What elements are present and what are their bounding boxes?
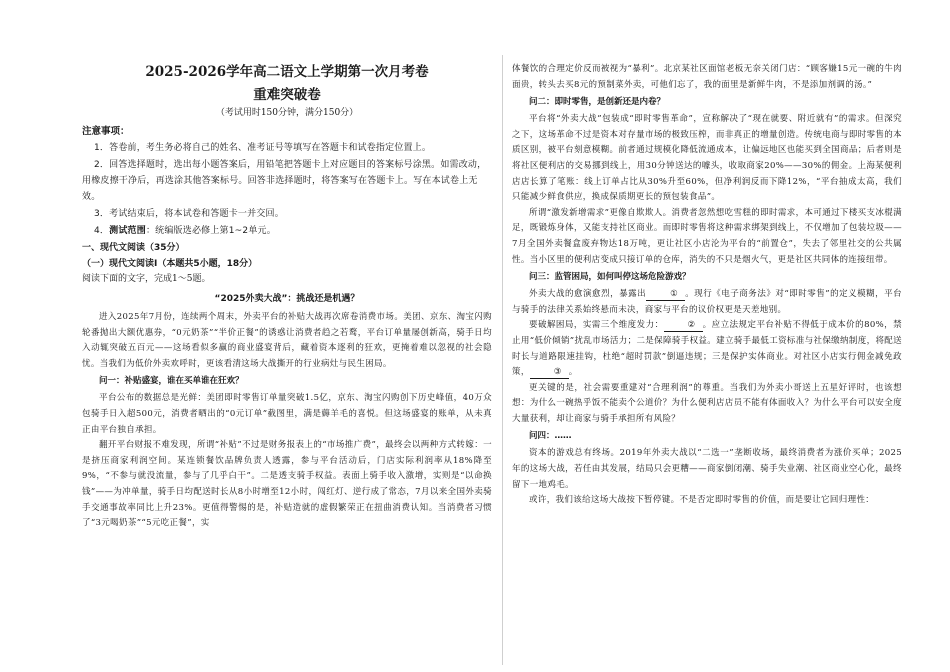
question-heading: 问二：即时零售，是创新还是内卷？ [529,97,666,108]
article-paragraph: 平台将“外卖大战”包装成“即时零售革命”，宣称解决了“现在就要、附近就有”的需求。但深究之下，这场革命不过是资本对存量市场的极致压榨，而非真正的增量创造。传统电商与即时零售的本质区别，被平台刻意模糊。前者通过规模化降低流通成本，让偏远地区也能买到全国商品；后者则是将社区便利店的交易挪到线上，用30分钟送达的噱头，收取商家20%——30%的佣金。上海某便利店店长算了笔账：线上订单占比从30%升至60%，但净利润反而下降12%，“平台抽成太高，我们只能减少鲜食供应，换成保质期更长的预包装食品”。 [512,114,902,203]
exam-subtitle: 重难突破卷 [253,87,321,103]
article-paragraph: 资本的游戏总有终场。2019年外卖大战以“二选一”垄断收场，最终消费者为涨价买单；2025年的这场大战，若任由其发展，结局只会更糟——商家倒闭潮、骑手失业潮、社区商业空心化，最终留下一地鸡毛。 [512,448,902,490]
section-heading: 一、现代文阅读（35分） [82,243,185,253]
article-paragraph: 进入2025年7月份，连续两个周末，外卖平台的补贴大战再次席卷消费市场。美团、京东、淘宝闪购轮番抛出大额优惠券，“0元奶茶”“半价正餐”的诱惑让消费者趋之若鹜，平台订单量屡创新高，骑手日均入动辄突破五百元——这场看似多赢的商业盛宴背后，藏着资本逐利的狂欢，更掩着难以忽视的社会隐忧。当我们为低价外卖欢呼时，更该看清这场大战撕开的行业病灶与民生困局。 [82,312,492,369]
notes-heading: 注意事项： [82,126,130,137]
text-run: 要破解困局，实需三个维度发力： [529,320,664,331]
note-item: 1．答卷前，考生务必将自己的姓名、准考证号等填写在答题卡和试卷指定位置上。 [94,143,432,153]
right-column [512,0,902,672]
article-paragraph: 所谓“激发新增需求”更像自欺欺人。消费者忽然想吃雪糕的即时需求，本可通过下楼买支冰棍满足，既锻炼身体，又能支持社区商业。而即时零售将这种需求绑架到线上，不仅增加了包装垃圾——7月全国外卖餐盒废弃物达18万吨，更让社区小店沦为平台的“前置仓”，失去了邻里社交的公共属性。当小区里的便利店变成只接订单的仓库，消失的不只是烟火气，更是社区共同体的连接纽带。 [512,207,902,265]
fill-blank-1[interactable]: ① [646,288,685,301]
question-heading: 问三：监管困局，如何叫停这场危险游戏？ [529,272,691,283]
note-item: 3．考试结束后，将本试卷和答题卡一并交回。 [94,209,284,219]
text-run: 。 [568,367,578,378]
note-item: 2．回答选择题时，选出每小题答案后，用铅笔把答题卡上对应题目的答案标号涂黑。如需改动，用橡皮擦干净后，再选涂其他答案标号。回答非选择题时，将答案写在答题卡上。写在本试卷上无效。 [82,160,487,202]
left-column [82,0,492,672]
article-paragraph: 或许，我们该给这场大战按下暂停键。不是否定即时零售的价值，而是要让它回归理性： [529,495,875,506]
scope-number: 4． [94,226,110,236]
column-divider [502,55,503,665]
question-heading: 问一：补贴盛宴，谁在买单谁在狂欢？ [99,376,244,387]
text-run: 。现行《电子商务法》对“即时零售”的定义模糊，平台与骑手的法律关系始终悬而未决，商家与平台的议价权更是天差地别。 [512,289,902,315]
article-paragraph [512,287,902,318]
article-paragraph: 体餐饮的合理定价反而被视为“暴利”。北京某社区面馆老板无奈关闭门店：“顾客嫌15元一碗的牛肉面贵，转头去买8元的预制菜外卖，可他们忘了，我的面里是新鲜牛肉，不是添加剂调的汤。” [512,64,902,90]
article-paragraph: 更关键的是，社会需要重建对“合理利润”的尊重。当我们为外卖小哥送上五星好评时，也该想想：为什么一碗热乎饭不能卖个公道价？为什么便利店店员不能有体面收入？为什么平台可以安全度大量获利，却让商家与骑手承担所有风险？ [512,382,902,424]
scope-text: ：统编版选必修上第1~2单元。 [145,226,276,236]
reading-instruction: 阅读下面的文字，完成1～5题。 [82,274,211,284]
article-paragraph: 平台公布的数据总是光鲜：美团即时零售订单量突破1.5亿，京东、淘宝闪购创下历史峰值，40万众包骑手日入超500元，消费者晒出的“0元订单”截图里，满是薅羊毛的喜悦。但这场盛宴的账单，从未真正由平台独自承担。 [82,393,492,435]
article-paragraph: 翻开平台财报不难发现，所谓“补贴”不过是财务报表上的“市场推广费”，最终会以两种方式转嫁：一是挤压商家利润空间。某连锁餐饮品牌负责人透露，参与平台活动后，门店实际利润率从18%降至9%，“不参与就没流量，参与了几乎白干”。二是透支骑手权益。表面上骑手收入激增，实则是“以命换钱”——为冲单量，骑手日均配送时长从8小时增至12小时，闯红灯、逆行成了常态，7月以来全国外卖骑手交通事故率同比上升23%。更值得警惕的是，补贴造就的虚假繁荣正在扭曲消费认知。当消费者习惯了“3元喝奶茶”“5元吃正餐”，实 [82,440,492,529]
article-paragraph [512,318,902,380]
subsection-heading: （一）现代文阅读Ⅰ（本题共5小题，18分） [82,259,258,269]
exam-title: 2025-2026学年高二语文上学期第一次月考卷 [145,64,429,80]
article-title: “2025外卖大战”：挑战还是机遇？ [214,294,360,304]
note-item-scope [82,223,492,239]
text-run: 。应立法规定平台补贴不得低于成本价的80%，禁止用“低价倾销”扰乱市场活力；二是保障骑手权益。建立骑手最低工资标准与社保缴纳制度，将配送时长与道路限速挂钩，杜绝“超时罚款”倒逼违规；三是保护实体商业。对社区小店实行佣金减免政策， [512,320,902,378]
text-run: 外卖大战的愈演愈烈，暴露出 [529,289,647,300]
scope-label: 测试范围 [109,226,146,236]
fill-blank-2[interactable]: ② [664,319,703,332]
fill-blank-3[interactable]: ③ [530,366,569,379]
question-heading: 问四：…… [529,431,572,442]
exam-timing: （考试用时150分钟，满分150分） [215,108,359,118]
